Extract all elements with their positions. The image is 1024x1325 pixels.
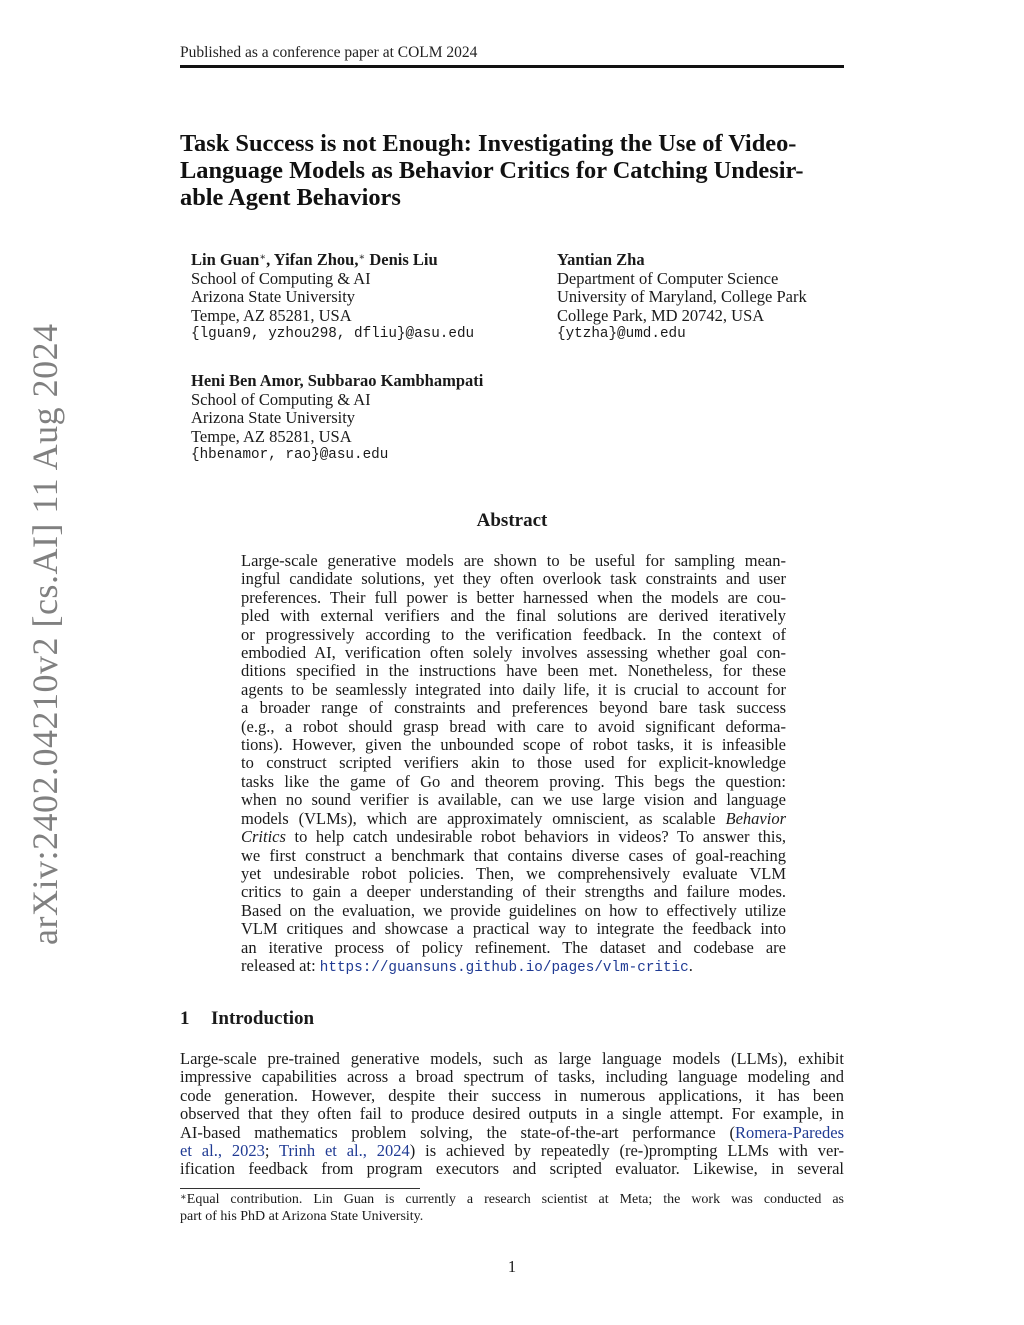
abstract-line: tasks like the game of Go and theorem proving. This begs the question: (241, 771, 786, 791)
project-url-link[interactable]: https://guansuns.github.io/pages/vlm-critic (319, 959, 689, 976)
abstract-line: embodied AI, verification often solely involves assessing whether goal con- (241, 643, 786, 663)
abstract-line: VLM critiques and showcase a practical way to integrate the feedback into (241, 919, 786, 939)
title-line: able Agent Behaviors (180, 184, 401, 211)
paper-title (180, 130, 846, 211)
abstract-text: . (688, 955, 693, 975)
abstract-body (241, 552, 786, 977)
institution: University of Maryland, College Park (557, 287, 807, 306)
author-email: {hbenamor, rao}@asu.edu (191, 447, 389, 463)
equal-contribution-mark: ∗ (259, 252, 267, 263)
title-line: Task Success is not Enough: Investigating the Use of Video- (180, 130, 797, 157)
author-block-umd (557, 251, 807, 344)
intro-line: ification feedback from program executors and scripted evaluator. Likewise, in several (180, 1159, 844, 1179)
author-names: Heni Ben Amor, Subbarao Kambhampati (191, 371, 484, 390)
title-line: Language Models as Behavior Critics for Catching Undesir- (180, 157, 804, 184)
author-name: Lin Guan (191, 250, 260, 269)
abstract-line: when no sound verifier is available, can we use large vision and language (241, 790, 786, 810)
abstract-line: tions). However, given the unbounded scope of robot tasks, it is infeasible (241, 735, 786, 755)
abstract-line: preferences. Their full power is better harnessed when the models are cou- (241, 587, 786, 607)
footnote-text: Equal contribution. Lin Guan is currently a research scientist at Meta; the work was conducted as (186, 1192, 844, 1207)
abstract-text: models (VLMs), which are approximately omniscient, as scalable (241, 808, 726, 828)
citation-link[interactable]: Romera-Paredes (734, 1122, 844, 1142)
abstract-line: Large-scale generative models are shown to be useful for sampling mean- (241, 551, 786, 570)
intro-line: Large-scale pre-trained generative models, such as large language models (LLMs), exhibit (180, 1049, 844, 1068)
abstract-line: pled with external verifiers and the final solutions are derived iteratively (241, 606, 786, 626)
abstract-emphasis: Critics (241, 827, 286, 847)
abstract-line: critics to gain a deeper understanding of their strengths and failure modes. (241, 882, 786, 902)
abstract-line (241, 957, 786, 977)
author-name: , Yifan Zhou, (266, 250, 359, 269)
abstract-line: we first construct a benchmark that contains diverse cases of goal-reaching (241, 845, 786, 865)
abstract-line: ditions specified in the instructions have been met. Nonetheless, for these (241, 661, 786, 681)
affiliation: Department of Computer Science (557, 268, 779, 288)
abstract-line (241, 828, 786, 846)
arxiv-stamp: arXiv:2402.04210v2 [cs.AI] 11 Aug 2024 (25, 323, 65, 945)
page-number: 1 (507, 1257, 517, 1276)
intro-line: code generation. However, despite their success in numerous applications, it has been (180, 1085, 844, 1105)
section-heading-introduction (180, 1008, 314, 1030)
author-block-asu-2 (191, 372, 483, 465)
intro-line: observed that they often fail to produce desired outputs in a single attempt. For example, in (180, 1104, 844, 1124)
running-head: Published as a conference paper at COLM 2024 (180, 44, 478, 61)
author-name: Denis Liu (365, 250, 438, 269)
footnote-line: part of his PhD at Arizona State University. (180, 1208, 424, 1224)
abstract-line: a broader range of constraints and preferences beyond bare task success (241, 698, 786, 718)
abstract-line: ingful candidate solutions, yet they often overlook task constraints and user (241, 569, 786, 589)
abstract-text: to help catch undesirable robot behaviors in videos? To answer this, (285, 827, 786, 847)
author-email: {lguan9, yzhou298, dfliu}@asu.edu (191, 326, 475, 342)
institution: Arizona State University (191, 408, 356, 427)
address: Tempe, AZ 85281, USA (191, 426, 352, 446)
abstract-line: an iterative process of policy refinement. The dataset and codebase are (241, 937, 786, 957)
author-names: Yantian Zha (557, 250, 645, 269)
footnote (180, 1192, 844, 1225)
header-rule (180, 65, 844, 68)
abstract-emphasis: Behavior (725, 808, 786, 828)
abstract-line: agents to be seamlessly integrated into daily life, it is crucial to account for (241, 679, 786, 699)
introduction-body (180, 1050, 844, 1179)
section-number: 1 (180, 1008, 190, 1029)
abstract-line (241, 810, 786, 828)
intro-line (180, 1124, 844, 1142)
citation-link[interactable]: et al., 2023 (180, 1141, 265, 1161)
institution: Arizona State University (191, 287, 356, 306)
citation-link[interactable]: Trinh et al., 2024 (279, 1141, 410, 1161)
abstract-text: released at: (241, 955, 320, 975)
footnote-rule (180, 1188, 420, 1189)
author-names (191, 251, 474, 270)
abstract-line: or progressively according to the verification feedback. In the context of (241, 624, 786, 644)
address: Tempe, AZ 85281, USA (191, 305, 352, 325)
intro-text: AI-based mathematics problem solving, the state-of-the-art performance ( (180, 1122, 735, 1142)
author-block-asu-1 (191, 251, 474, 344)
affiliation: School of Computing & AI (191, 389, 371, 409)
section-title: Introduction (211, 1008, 315, 1029)
abstract-heading: Abstract (476, 510, 548, 531)
abstract-line: yet undesirable robot policies. Then, we comprehensively evaluate VLM (241, 863, 786, 883)
equal-contribution-mark: ∗ (358, 252, 366, 263)
footnote-mark: ∗ (180, 1192, 187, 1203)
footnote-line (180, 1192, 844, 1209)
abstract-line: (e.g., a robot should grasp bread with care to avoid significant deforma- (241, 716, 786, 736)
abstract-line: to construct scripted verifiers akin to those used for explicit-knowledge (241, 753, 786, 773)
intro-text: ) is achieved by repeatedly (re-)prompting LLMs with ver- (409, 1141, 844, 1161)
abstract-line: Based on the evaluation, we provide guidelines on how to effectively utilize (241, 900, 786, 920)
affiliation: School of Computing & AI (191, 268, 371, 288)
author-email: {ytzha}@umd.edu (557, 326, 686, 342)
intro-line (180, 1142, 844, 1160)
intro-text: ; (264, 1141, 279, 1161)
intro-line: impressive capabilities across a broad spectrum of tasks, including language modeling and (180, 1067, 844, 1087)
address: College Park, MD 20742, USA (557, 305, 765, 325)
